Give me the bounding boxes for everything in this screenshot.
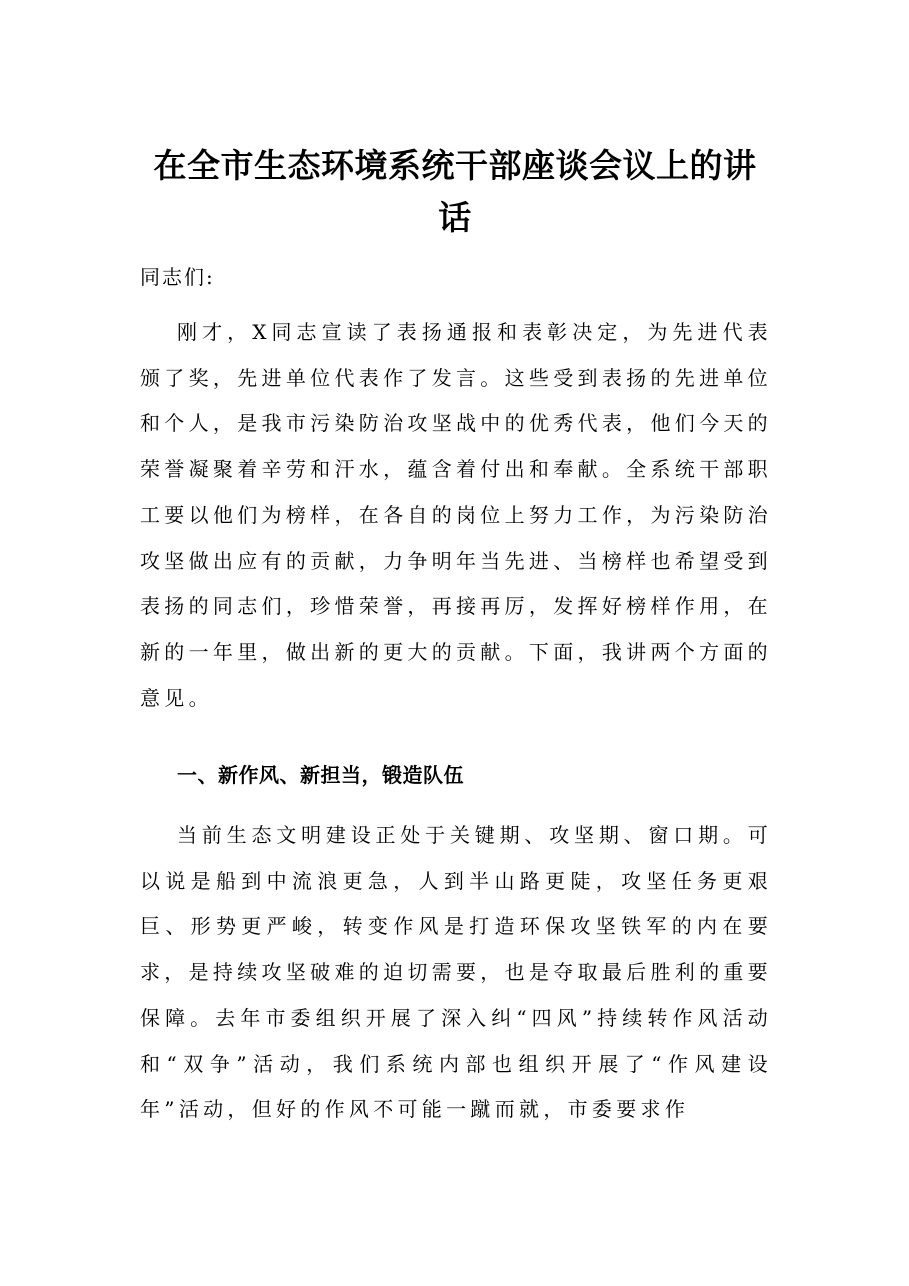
salutation: 同志们:	[140, 265, 215, 289]
section-heading: 一、新作风、新担当，锻造队伍	[177, 763, 464, 787]
section-paragraph: 当前生态文明建设正处于关键期、攻坚期、窗口期。可以说是船到中流浪更急，人到半山路更陡，攻坚任务更艰巨、形势更严峻，转变作风是打造环保攻坚铁军的内在要求，是持续攻坚破难的迫切需要，也是夺取最后胜利的重要保障。去年市委组织开展了深入纠“四风”持续转作风活动和“双争”活动，我们系统内部也组织开展了“作风建设年”活动，但好的作风不可能一蹴而就，市委要求作	[140, 823, 772, 1122]
document-title: 在全市生态环境系统干部座谈会议上的讲话	[153, 146, 757, 237]
body-paragraph: 刚才，X同志宣读了表扬通报和表彰决定，为先进代表颁了奖，先进单位代表作了发言。这些受到表扬的先进单位和个人，是我市污染防治攻坚战中的优秀代表，他们今天的荣誉凝聚着辛劳和汗水，蕴含着付出和奉献。全系统干部职工要以他们为榜样，在各自的岗位上努力工作，为污染防治攻坚做出应有的贡献，力争明年当先进、当榜样也希望受到表扬的同志们，珍惜荣誉，再接再厉，发挥好榜样作用，在新的一年里，做出新的更大的贡献。下面，我讲两个方面的意见。	[140, 320, 772, 710]
